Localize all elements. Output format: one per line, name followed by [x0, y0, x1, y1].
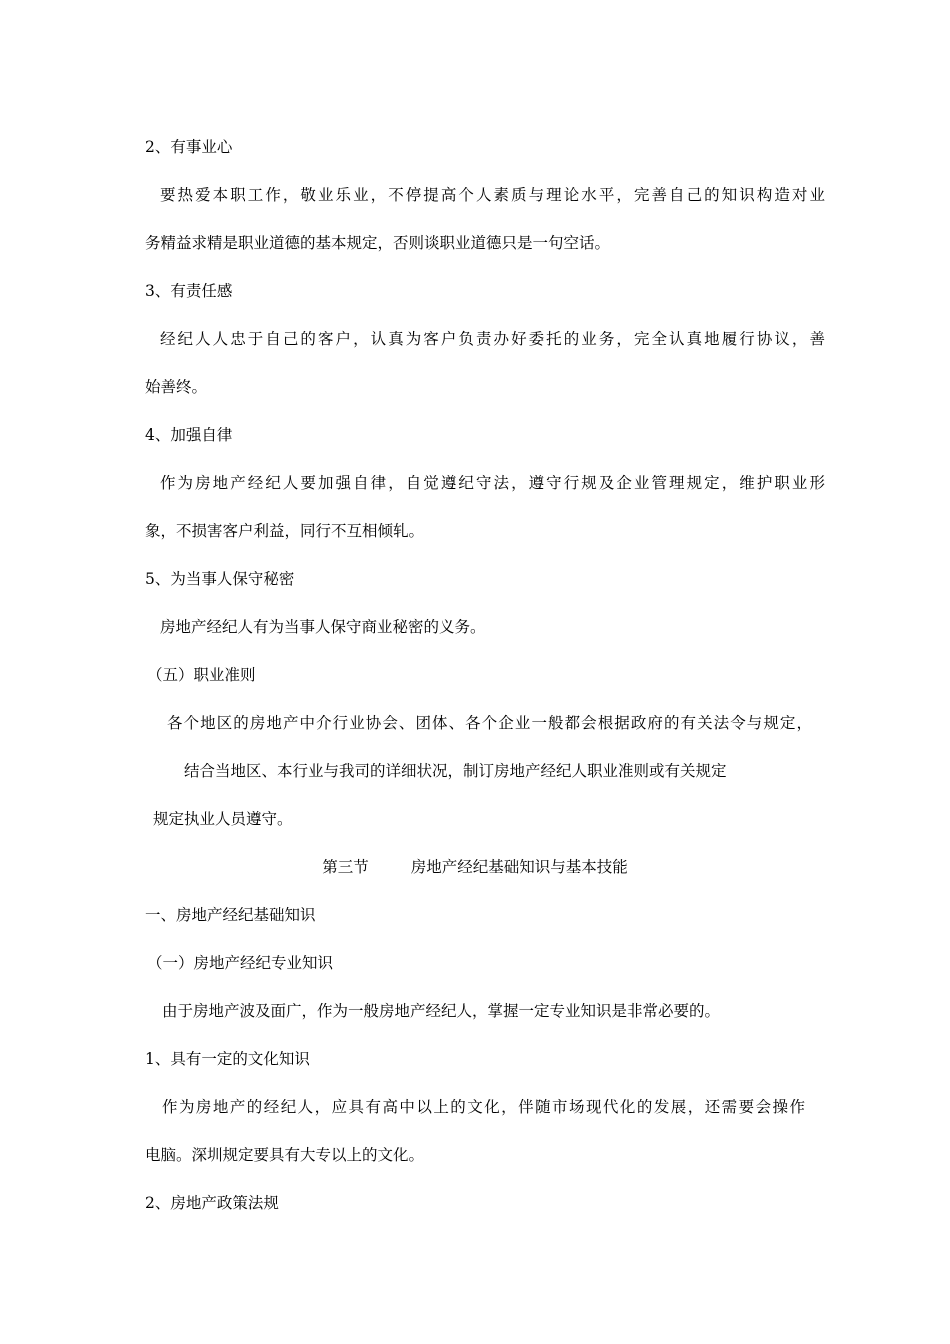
paragraph-line: 务精益求精是职业道德的基本规定，否则谈职业道德只是一句空话。: [145, 234, 611, 252]
paragraph-line: 作为房地产经纪人要加强自律，自觉遵纪守法，遵守行规及企业管理规定，维护职业形: [160, 474, 825, 492]
paragraph-line: 电脑。深圳规定要具有大专以上的文化。: [145, 1146, 425, 1164]
item-heading: 4、加强自律: [145, 426, 233, 444]
paragraph-line: 由于房地产波及面广，作为一般房地产经纪人，掌握一定专业知识是非常必要的。: [162, 1002, 721, 1020]
part-heading: 一、房地产经纪基础知识: [145, 906, 316, 924]
chapter-title: [0, 857, 950, 877]
chapter-number: 第三节: [322, 858, 369, 876]
paragraph-line: 房地产经纪人有为当事人保守商业秘密的义务。: [160, 618, 486, 636]
paragraph-line: 始善终。: [145, 378, 208, 396]
paragraph-line: 规定执业人员遵守。: [153, 810, 293, 828]
paragraph-line: 象，不损害客户利益，同行不互相倾轧。: [145, 522, 425, 540]
paragraph-line: 经纪人人忠于自己的客户，认真为客户负责办好委托的业务，完全认真地履行协议，善: [160, 330, 825, 348]
section-heading: （一）房地产经纪专业知识: [147, 954, 334, 972]
paragraph-line: 结合当地区、本行业与我司的详细状况，制订房地产经纪人职业准则或有关规定: [184, 762, 727, 780]
section-heading: （五）职业准则: [147, 666, 256, 684]
paragraph-line: 要热爱本职工作，敬业乐业，不停提高个人素质与理论水平，完善自己的知识构造对业: [160, 186, 825, 204]
item-heading: 5、为当事人保守秘密: [145, 570, 295, 588]
item-heading: 2、有事业心: [145, 138, 233, 156]
paragraph-line: 作为房地产的经纪人，应具有高中以上的文化，伴随市场现代化的发展，还需要会操作: [162, 1098, 805, 1116]
item-heading: 1、具有一定的文化知识: [145, 1050, 310, 1068]
item-heading: 2、房地产政策法规: [145, 1194, 279, 1212]
paragraph-line: 各个地区的房地产中介行业协会、团体、各个企业一般都会根据政府的有关法令与规定，: [167, 714, 812, 732]
item-heading: 3、有责任感: [145, 282, 233, 300]
chapter-name: 房地产经纪基础知识与基本技能: [410, 858, 628, 876]
